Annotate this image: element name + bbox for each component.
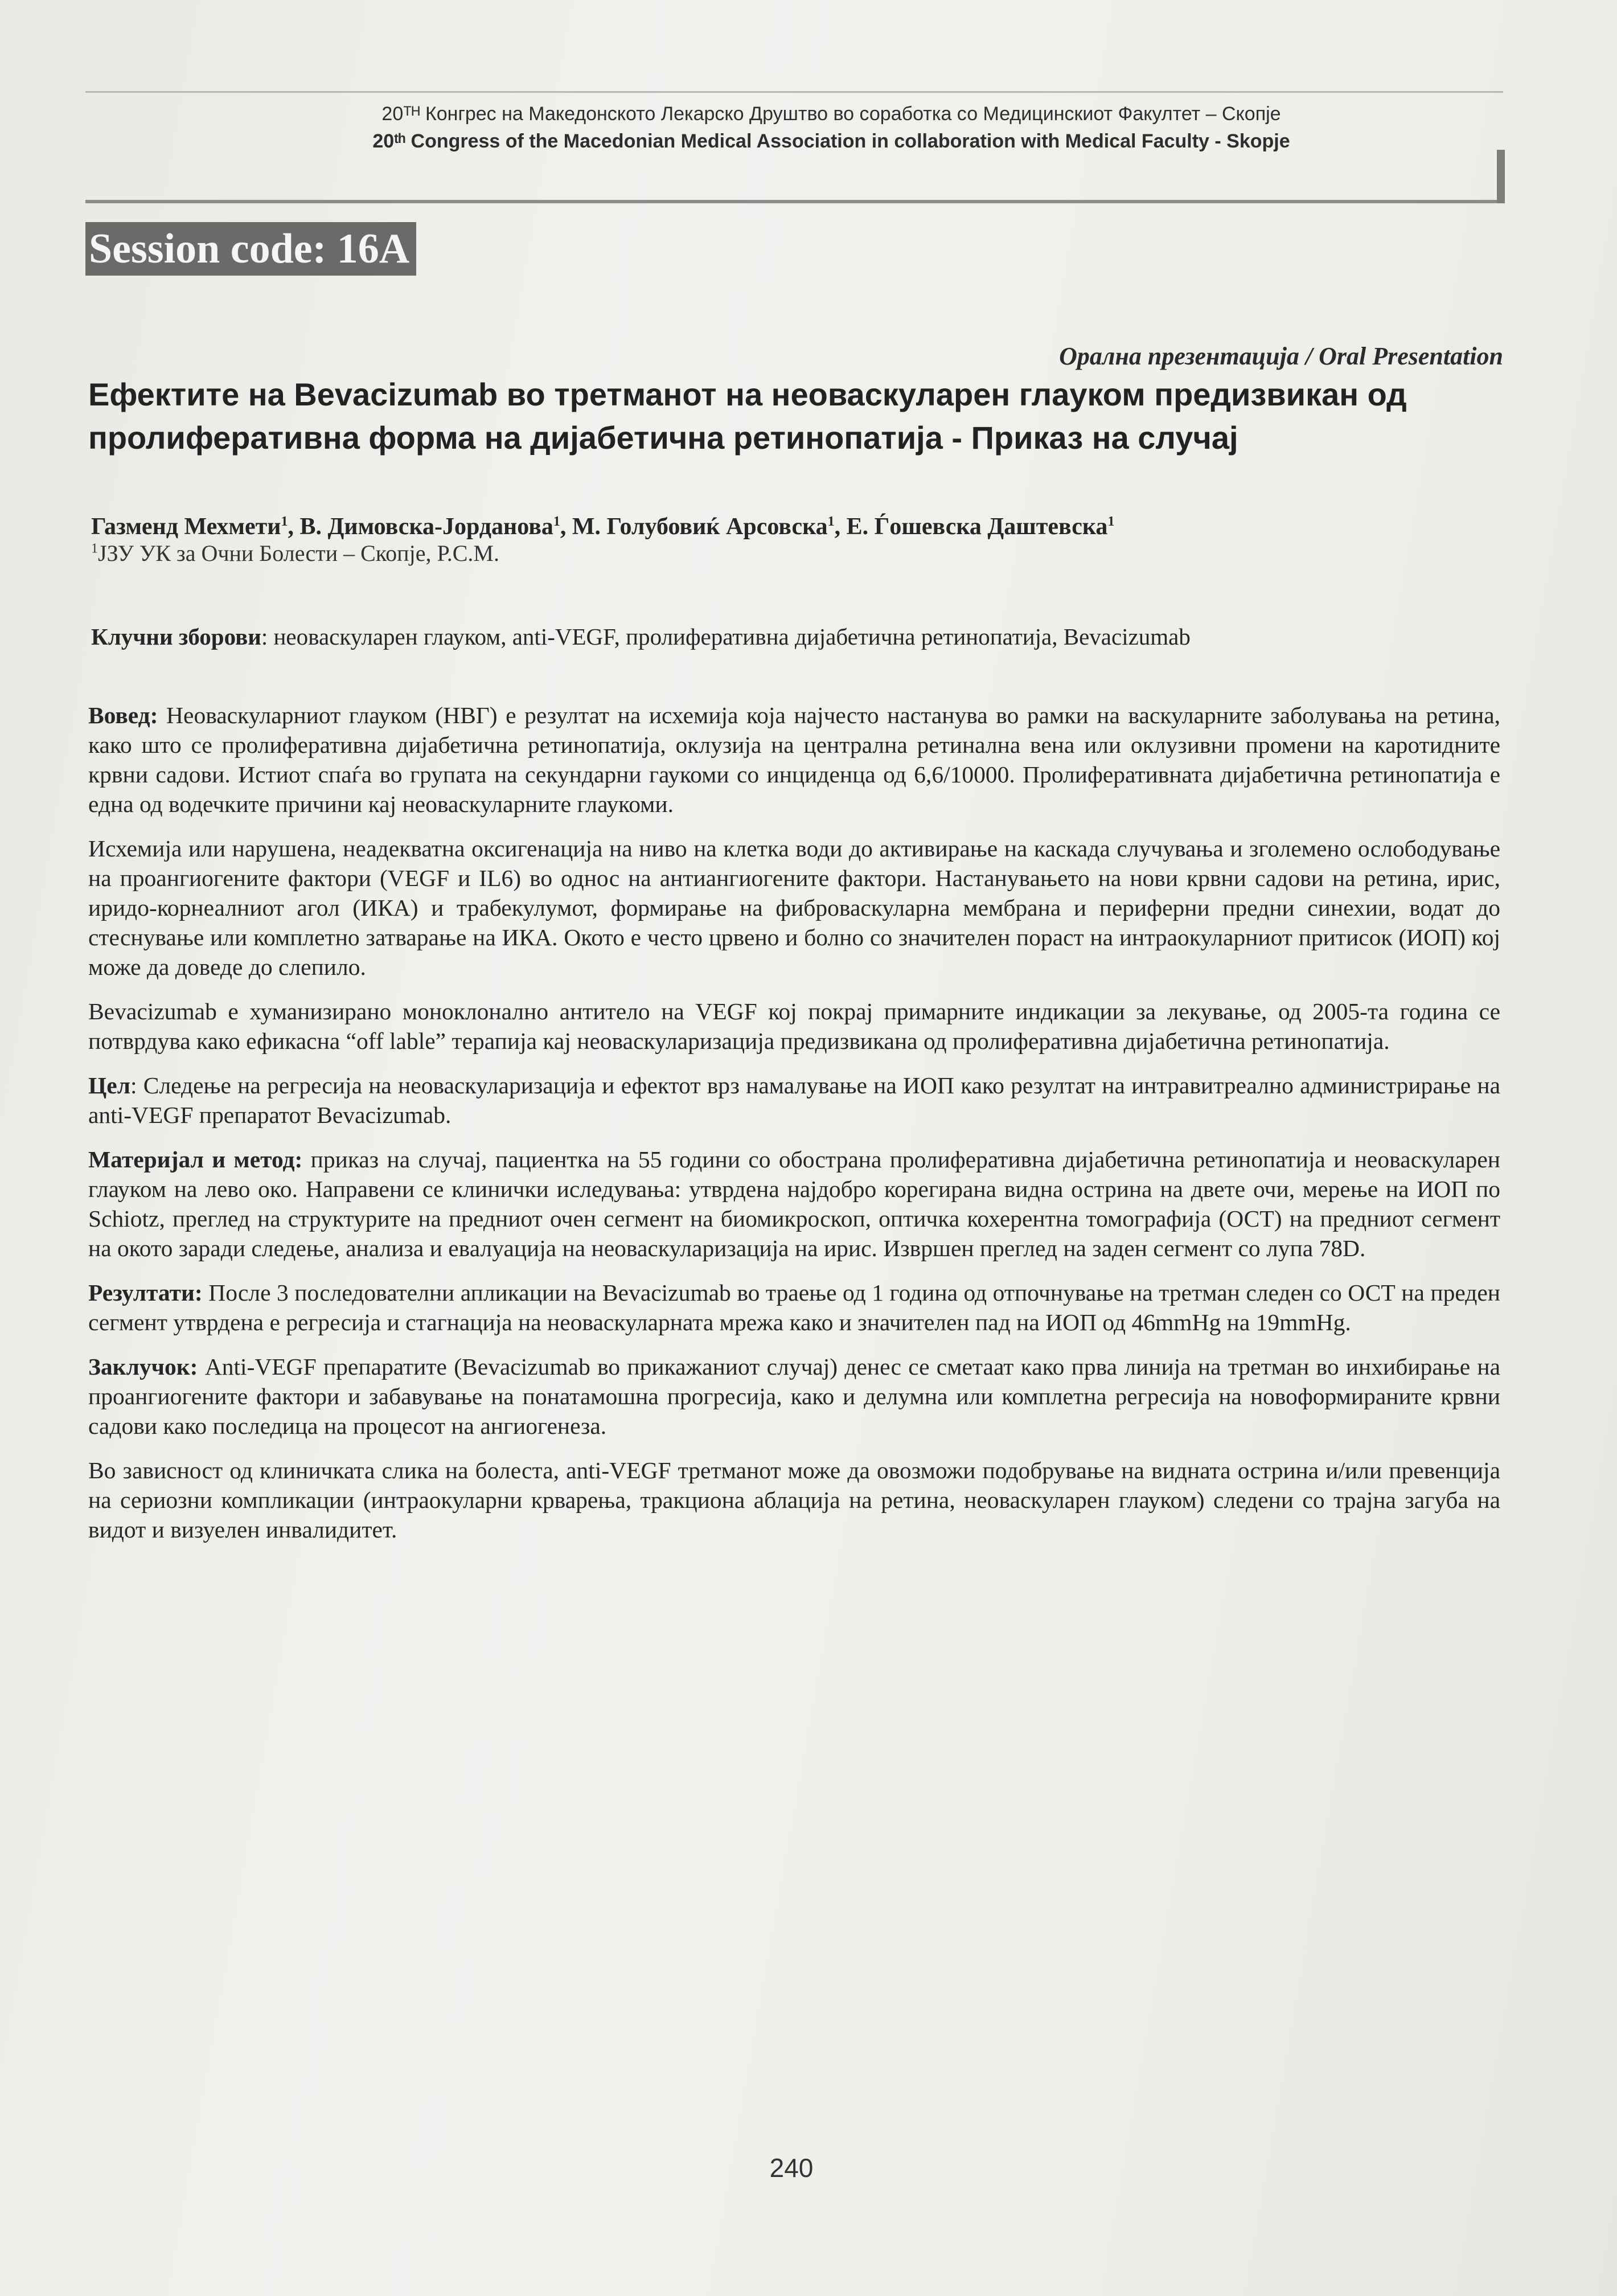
header-divider <box>85 200 1500 203</box>
abstract-title: Ефектите на Bevacizumab во третманот на неоваскуларен глауком предизвикан од пролиферативна форма на дијабетична ретинопатија - Приказ на случај <box>88 376 1407 456</box>
section-label: Материјал и метод: <box>88 1146 303 1172</box>
section-results <box>88 1278 1500 1337</box>
section-label: Заклучок: <box>88 1354 198 1380</box>
author-affiliation-marker: 1 <box>281 514 288 529</box>
author-affiliation-marker: 1 <box>553 514 560 529</box>
header-line-en: 20ᵗʰ Congress of the Macedonian Medical Association in collaboration with Medical Faculty - Skopje <box>372 130 1290 152</box>
author-affiliation <box>91 540 499 567</box>
section-text: Неоваскуларниот глауком (НВГ) е резултат на исхемија која најчесто настанува во рамки на васкуларните заболувања на ретина, како што се пролиферативна дијабетична ретинопатија, оклузија на централна ретинална вена или оклузивни промени на каротидните крвни садови. Истиот спаѓа во групата на секундарни гаукоми со инциденца од 6,6/10000. Пролиферативната дијабетична ретинопатија е една од водечките причини кај неоваскуларните глаукоми. <box>88 702 1500 817</box>
section-text: Во зависност од клиничката слика на болеста, anti-VEGF третманот може да овозможи подобрување на видната острина и/или превенција на сериозни компликации (интраокуларни крварења, тракциона аблација на ретина, неоваскуларен глауком) следени со трајна загуба на видот и визуелен инвалидитет. <box>88 1457 1500 1543</box>
section-label: Цел <box>88 1072 130 1098</box>
section-methods <box>88 1145 1500 1263</box>
affiliation-text: ЈЗУ УК за Очни Болести – Скопје, Р.С.М. <box>98 540 499 566</box>
presentation-type: Орална презентација / Oral Presentation <box>1059 342 1503 370</box>
author-name: Газменд Мехмети <box>91 514 281 540</box>
section-conclusion-cont <box>88 1456 1500 1544</box>
keywords-label: Клучни зборови <box>91 624 261 650</box>
keywords-line <box>91 621 1503 653</box>
congress-header <box>85 91 1503 201</box>
section-aim <box>88 1071 1500 1130</box>
author-name: В. Димовска-Јорданова <box>299 514 553 540</box>
session-code-label: Session code: 16A <box>85 222 416 276</box>
section-introduction-bevacizumab <box>88 997 1500 1056</box>
affiliation-marker: 1 <box>91 541 98 556</box>
section-introduction-cont <box>88 834 1500 982</box>
section-label: Резултати: <box>88 1280 203 1306</box>
author-separator: , <box>560 514 572 540</box>
page-number: 240 <box>769 2153 814 2183</box>
header-side-bar <box>1497 150 1505 203</box>
section-introduction <box>88 700 1500 819</box>
author-separator: , <box>834 514 847 540</box>
section-text: Anti-VEGF препаратите (Bevacizumab во прикажаниот случај) денес се сметаат како прва линија на третман во инхибирање на проангиогените фактори и забавување на понатамошна прогресија, како и делумна или комплетна регресија на новоформираните крвни садови како последица на процесот на ангиогенеза. <box>88 1354 1500 1439</box>
section-text: После 3 последователни апликации на Bevacizumab во траење од 1 година од отпочнување на третман следен со ОСТ на преден сегмент утврдена е регресија и стагнација на неоваскуларната мрежа како и значителен пад на ИОП од 46mmHg на 19mmHg. <box>88 1280 1500 1335</box>
author-name: М. Голубовиќ Арсовска <box>572 514 828 540</box>
section-text: Исхемија или нарушена, неадекватна оксигенација на ниво на клетка води до активирање на каскада случувања и зголемено ослободување на проангиогените фактори (VEGF и IL6) во однос на антиангиогените фактори. Настанувањето на нови крвни садови на ретина, ирис, иридо-корнеалниот агол (ИКА) и трабекулумот, формирање на фиброваскуларна мембрана и периферни предни синехии, водат до стеснување или комплетно затварање на ИКА. Окото е често црвено и болно со значителен пораст на интраокуларниот притисок (ИОП) кој може да доведе до слепило. <box>88 835 1500 980</box>
section-text: : Следење на регресија на неоваскуларизација и ефектот врз намалување на ИОП како резултат на интравитреално администрирање на anti-VEGF препаратот Bevacizumab. <box>88 1072 1500 1128</box>
section-text: приказ на случај, пациентка на 55 години со обострана пролиферативна дијабетична ретинопатија и неоваскуларен глауком на лево око. Направени се клинички иследувања: утврдена најдобро корегирана видна острина на двете очи, мерење на ИОП по Schiotz, преглед на структурите на предниот очен сегмент на биомикроскоп, оптичка кохерентна томографија (ОСТ) на предниот сегмент на окото заради следење, анализа и евалуација на неоваскуларизација на ирис. Извршен преглед на заден сегмент со лупа 78D. <box>88 1146 1500 1261</box>
author-list <box>91 507 1503 542</box>
author-separator: , <box>288 514 300 540</box>
section-label: Вовед: <box>88 702 158 728</box>
section-conclusion <box>88 1352 1500 1441</box>
abstract-body <box>88 700 1500 1559</box>
keywords-text: : неоваскуларен глауком, anti-VEGF, пролиферативна дијабетична ретинопатија, Bevacizumab <box>261 624 1191 650</box>
section-text: Bevacizumab е хуманизирано моноклонално антитело на VEGF кој покрај примарните индикации за лекување, од 2005-та година се потврдува како ефикасна “off lable” терапија кај неоваскуларизација предизвикана од пролиферативна дијабетична ретинопатија. <box>88 998 1500 1054</box>
author-affiliation-marker: 1 <box>827 514 835 529</box>
header-line-mk: 20ᵀᴴ Конгрес на Македонското Лекарско Друштво во соработка со Медицинскиот Факултет – Скопје <box>381 103 1281 125</box>
author-name: Е. Ѓошевска Даштевска <box>846 514 1108 540</box>
author-affiliation-marker: 1 <box>1107 514 1115 529</box>
